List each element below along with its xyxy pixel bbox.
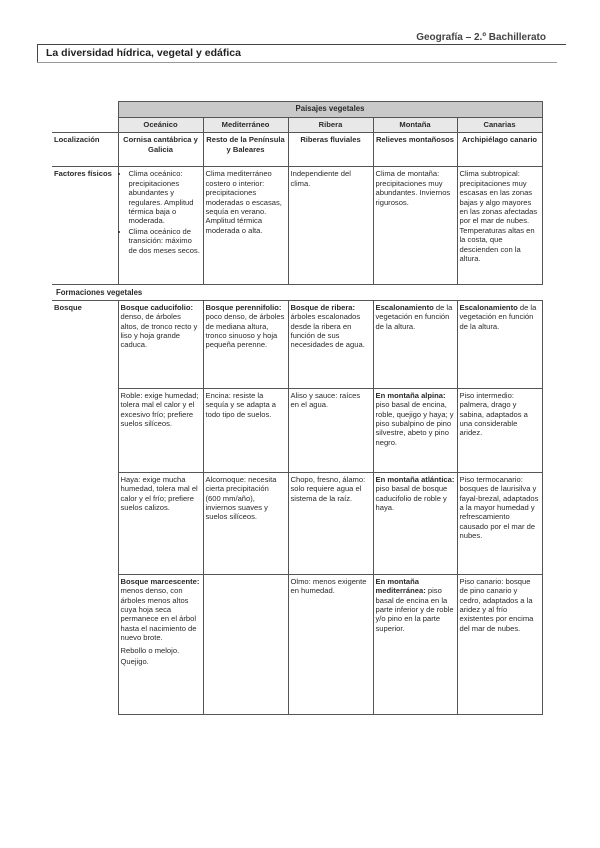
col-mediterraneo: Mediterráneo [203,118,288,133]
course-label: Geografía – 2.º Bachillerato [416,32,546,43]
piso-intermedio-cell: Piso intermedio: palmera, drago y sabina, adaptados a una considerable aridez. [457,388,542,472]
empty-cell [203,574,288,714]
col-ribera: Ribera [288,118,373,133]
bosque-mediterraneo: Bosque perennifolio: poco denso, de árboles de mediana altura, tronco sinuoso y hoja pequeña perenne. [203,300,288,388]
bosque-oceanico: Bosque caducifolio: denso, de árboles altos, de tronco recto y liso y hoja grande caduca. [118,300,203,388]
roble-cell: Roble: exige humedad; tolera mal el calor y el excesivo frío; prefiere suelos silíceos. [118,388,203,472]
loc-mediterraneo: Resto de la Península y Baleares [203,133,288,167]
bosque-ribera: Bosque de ribera: árboles escalonados desde la ribera en función de sus necesidades de agua. [288,300,373,388]
loc-canarias: Archipiélago canario [457,133,542,167]
loc-oceanico: Cornisa cantábrica y Galicia [118,133,203,167]
factores-mediterraneo: Clima mediterráneo costero o interior: precipitaciones moderadas o escasas, sequía en verano. Amplitud térmica moderada o alta. [203,167,288,285]
col-canarias: Canarias [457,118,542,133]
col-oceanico: Oceánico [118,118,203,133]
quejigo-text: Quejigo. [120,657,149,667]
page-title: La diversidad hídrica, vegetal y edáfica [37,44,566,63]
bosque-canarias: Escalonamiento de la vegetación en función de la altura. [457,300,542,388]
title-divider [37,62,557,63]
haya-cell: Haya: exige mucha humedad, tolera mal el calor y el frío; prefiere suelos calizos. [118,472,203,574]
list-item: • Clima oceánico: precipitaciones abundantes y regulares. Amplitud térmica baja o moderada. [129,169,201,225]
row-label-bosque: Bosque [52,300,118,714]
piso-canario-cell: Piso canario: bosque de pino canario y cedro, adaptados a la aridez y al frío existentes por encima del mar de nubes. [457,574,542,714]
montana-alpina-cell: En montaña alpina: piso basal de encina, roble, quejigo y haya; y piso subalpino de pino silvestre, abeto y pino negro. [373,388,457,472]
factores-oceanico [118,167,203,285]
rebollo-text: Rebollo o melojo. [120,645,180,655]
encina-cell: Encina: resiste la sequía y se adapta a todo tipo de suelos. [203,388,288,472]
list-item: • Clima oceánico de transición: máximo de dos meses secos. [129,227,201,255]
factores-canarias: Clima subtropical: precipitaciones muy escasas en las zonas bajas y algo mayores en las zonas afectadas por el mar de nubes. Temperaturas altas en la costa, que descienden con la altura. [457,167,542,285]
chopo-cell: Chopo, fresno, álamo: solo requiere agua el sistema de la raíz. [288,472,373,574]
factores-montana: Clima de montaña: precipitaciones muy abundantes. Inviernos rigurosos. [373,167,457,285]
marcescente-cell: Bosque marcescente: menos denso, con árboles menos altos cuya hoja seca permanece en el árbol hasta el nacimiento de nuevo brote. Rebollo o melojo. Quejigo. [118,574,203,714]
section-formaciones: Formaciones vegetales [52,285,542,300]
vegetation-table [52,101,543,715]
loc-ribera: Riberas fluviales [288,133,373,167]
group-header: Paisajes vegetales [118,102,542,118]
bosque-montana: Escalonamiento de la vegetación en función de la altura. [373,300,457,388]
montana-atlantica-cell: En montaña atlántica: piso basal de bosque caducifolio de roble y haya. [373,472,457,574]
loc-montana: Relieves montañosos [373,133,457,167]
col-montana: Montaña [373,118,457,133]
montana-mediterranea-cell: En montaña mediterránea: piso basal de encina en la parte inferior y de roble y/o pino en la parte superior. [373,574,457,714]
aliso-cell: Aliso y sauce: raíces en el agua. [288,388,373,472]
factores-ribera: Independiente del clima. [288,167,373,285]
row-label-factores: Factores físicos [52,167,118,285]
piso-termocanario-cell: Piso termocanario: bosques de laurisilva y fayal-brezal, adaptados a la mayor humedad y refrescamiento causado por el mar de nubes. [457,472,542,574]
row-label-localizacion: Localización [52,133,118,167]
alcornoque-cell: Alcornoque: necesita cierta precipitación (600 mm/año), inviernos suaves y suelos silíceos. [203,472,288,574]
olmo-cell: Olmo: menos exigente en humedad. [288,574,373,714]
